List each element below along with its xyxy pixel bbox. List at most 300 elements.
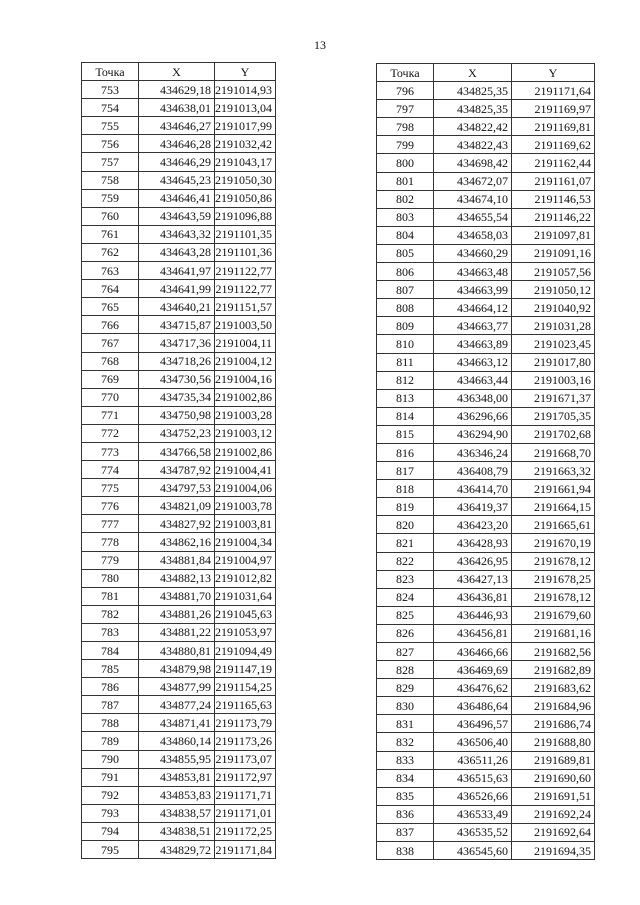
cell-point: 778	[82, 533, 139, 551]
cell-point: 792	[82, 786, 139, 804]
table-row	[377, 606, 595, 624]
cell-y: 2191097,81	[512, 226, 595, 244]
table-row	[82, 298, 276, 316]
cell-point: 826	[377, 624, 434, 642]
cell-point: 825	[377, 606, 434, 624]
cell-y: 2191172,25	[215, 822, 276, 840]
table-row	[82, 316, 276, 334]
cell-y: 2191004,16	[215, 370, 276, 388]
cell-point: 753	[82, 81, 139, 99]
cell-point: 783	[82, 623, 139, 641]
table-row	[377, 624, 595, 642]
cell-y: 2191151,57	[215, 298, 276, 316]
cell-point: 763	[82, 262, 139, 280]
table-row	[377, 208, 595, 226]
cell-y: 2191173,07	[215, 750, 276, 768]
cell-y: 2191169,81	[512, 118, 595, 136]
table-row	[377, 787, 595, 805]
cell-x: 436436,81	[434, 588, 512, 606]
cell-x: 434663,12	[434, 353, 512, 371]
cell-y: 2191122,77	[215, 280, 276, 298]
table-row	[82, 841, 276, 859]
table-row	[82, 533, 276, 551]
cell-point: 761	[82, 225, 139, 243]
coordinates-table-left	[81, 62, 276, 859]
table-row	[377, 588, 595, 606]
coordinates-table-right	[376, 63, 595, 860]
table-row	[82, 117, 276, 135]
cell-x: 434787,92	[139, 461, 215, 479]
cell-y: 2191670,19	[512, 534, 595, 552]
table-row	[82, 696, 276, 714]
cell-y: 2191694,35	[512, 842, 595, 860]
table-row	[82, 424, 276, 442]
cell-x: 434860,14	[139, 732, 215, 750]
cell-point: 789	[82, 732, 139, 750]
cell-y: 2191705,35	[512, 407, 595, 425]
cell-point: 777	[82, 515, 139, 533]
cell-y: 2191050,12	[512, 281, 595, 299]
cell-point: 767	[82, 334, 139, 352]
cell-y: 2191682,56	[512, 643, 595, 661]
cell-x: 434735,34	[139, 388, 215, 406]
cell-x: 434718,26	[139, 352, 215, 370]
cell-x: 434715,87	[139, 316, 215, 334]
table-row	[377, 552, 595, 570]
cell-point: 811	[377, 353, 434, 371]
cell-point: 776	[82, 497, 139, 515]
cell-y: 2191690,60	[512, 769, 595, 787]
table-body-left	[82, 81, 276, 859]
cell-point: 806	[377, 263, 434, 281]
cell-point: 837	[377, 823, 434, 841]
cell-y: 2191161,07	[512, 172, 595, 190]
cell-x: 434822,43	[434, 136, 512, 154]
cell-x: 436428,93	[434, 534, 512, 552]
cell-point: 822	[377, 552, 434, 570]
cell-x: 434663,99	[434, 281, 512, 299]
cell-y: 2191031,28	[512, 317, 595, 335]
table-row	[82, 623, 276, 641]
table-row	[82, 587, 276, 605]
cell-x: 434663,48	[434, 263, 512, 281]
cell-point: 835	[377, 787, 434, 805]
cell-x: 434829,72	[139, 841, 215, 859]
cell-point: 771	[82, 406, 139, 424]
cell-x: 436515,63	[434, 769, 512, 787]
table-row	[82, 714, 276, 732]
cell-y: 2191091,16	[512, 244, 595, 262]
cell-x: 434838,51	[139, 822, 215, 840]
table-row	[377, 244, 595, 262]
cell-point: 830	[377, 697, 434, 715]
cell-y: 2191004,97	[215, 551, 276, 569]
cell-x: 434664,12	[434, 299, 512, 317]
cell-x: 436423,20	[434, 516, 512, 534]
cell-x: 434881,26	[139, 605, 215, 623]
cell-y: 2191031,64	[215, 587, 276, 605]
cell-x: 436408,79	[434, 462, 512, 480]
cell-y: 2191032,42	[215, 135, 276, 153]
cell-x: 434698,42	[434, 154, 512, 172]
cell-point: 831	[377, 715, 434, 733]
cell-x: 434663,44	[434, 371, 512, 389]
table-row	[82, 99, 276, 117]
cell-x: 436456,81	[434, 624, 512, 642]
cell-point: 775	[82, 479, 139, 497]
table-row	[377, 661, 595, 679]
table-row	[377, 281, 595, 299]
cell-x: 436526,66	[434, 787, 512, 805]
cell-y: 2191678,12	[512, 552, 595, 570]
table-header-row	[377, 64, 595, 82]
cell-x: 434674,10	[434, 190, 512, 208]
cell-y: 2191684,96	[512, 697, 595, 715]
table-row	[377, 136, 595, 154]
cell-point: 793	[82, 804, 139, 822]
cell-y: 2191101,36	[215, 243, 276, 261]
cell-x: 434882,13	[139, 569, 215, 587]
column-header-x: X	[139, 63, 215, 81]
table-row	[82, 153, 276, 171]
table-row	[82, 352, 276, 370]
cell-x: 434879,98	[139, 660, 215, 678]
cell-point: 790	[82, 750, 139, 768]
table-row	[82, 750, 276, 768]
cell-x: 434881,22	[139, 623, 215, 641]
table-row	[82, 768, 276, 786]
table-row	[82, 334, 276, 352]
cell-y: 2191661,94	[512, 480, 595, 498]
table-row	[82, 551, 276, 569]
cell-y: 2191668,70	[512, 443, 595, 461]
cell-point: 773	[82, 442, 139, 460]
table-row	[82, 515, 276, 533]
cell-y: 2191004,11	[215, 334, 276, 352]
cell-y: 2191671,37	[512, 389, 595, 407]
table-row	[377, 226, 595, 244]
cell-x: 434821,09	[139, 497, 215, 515]
table-row	[82, 822, 276, 840]
table-row	[377, 154, 595, 172]
table-row	[82, 497, 276, 515]
cell-point: 780	[82, 569, 139, 587]
cell-point: 784	[82, 642, 139, 660]
cell-point: 829	[377, 679, 434, 697]
cell-y: 2191122,77	[215, 262, 276, 280]
table-row	[377, 353, 595, 371]
cell-x: 434881,70	[139, 587, 215, 605]
cell-point: 769	[82, 370, 139, 388]
table-row	[377, 480, 595, 498]
cell-x: 436419,37	[434, 498, 512, 516]
table-row	[377, 534, 595, 552]
cell-y: 2191017,80	[512, 353, 595, 371]
cell-y: 2191057,56	[512, 263, 595, 281]
cell-x: 434797,53	[139, 479, 215, 497]
cell-x: 434881,84	[139, 551, 215, 569]
table-row	[377, 643, 595, 661]
cell-point: 770	[82, 388, 139, 406]
table-row	[377, 823, 595, 841]
table-row	[82, 605, 276, 623]
cell-y: 2191664,15	[512, 498, 595, 516]
cell-y: 2191003,78	[215, 497, 276, 515]
table-row	[82, 262, 276, 280]
table-row	[377, 733, 595, 751]
cell-y: 2191682,89	[512, 661, 595, 679]
cell-x: 434646,28	[139, 135, 215, 153]
table-row	[82, 207, 276, 225]
cell-point: 804	[377, 226, 434, 244]
table-row	[377, 715, 595, 733]
cell-y: 2191004,34	[215, 533, 276, 551]
cell-y: 2191162,44	[512, 154, 595, 172]
cell-y: 2191053,97	[215, 623, 276, 641]
cell-y: 2191173,26	[215, 732, 276, 750]
cell-y: 2191045,63	[215, 605, 276, 623]
table-row	[377, 100, 595, 118]
cell-x: 436296,66	[434, 407, 512, 425]
table-row	[377, 389, 595, 407]
table-row	[82, 569, 276, 587]
table-row	[377, 335, 595, 353]
table-row	[377, 570, 595, 588]
table-row	[377, 805, 595, 823]
cell-y: 2191012,82	[215, 569, 276, 587]
cell-point: 838	[377, 842, 434, 860]
cell-point: 810	[377, 335, 434, 353]
cell-y: 2191171,64	[512, 82, 595, 100]
table-row	[82, 243, 276, 261]
cell-x: 434717,36	[139, 334, 215, 352]
cell-y: 2191702,68	[512, 425, 595, 443]
cell-y: 2191692,64	[512, 823, 595, 841]
cell-point: 815	[377, 425, 434, 443]
cell-y: 2191171,71	[215, 786, 276, 804]
cell-x: 434730,56	[139, 370, 215, 388]
table-row	[82, 135, 276, 153]
cell-point: 812	[377, 371, 434, 389]
cell-y: 2191004,12	[215, 352, 276, 370]
page-number: 13	[314, 38, 326, 52]
cell-point: 757	[82, 153, 139, 171]
table-row	[377, 842, 595, 860]
cell-y: 2191688,80	[512, 733, 595, 751]
cell-point: 824	[377, 588, 434, 606]
table-row	[82, 406, 276, 424]
cell-point: 786	[82, 678, 139, 696]
cell-point: 755	[82, 117, 139, 135]
cell-x: 436466,66	[434, 643, 512, 661]
cell-y: 2191686,74	[512, 715, 595, 733]
table-row	[82, 189, 276, 207]
cell-y: 2191003,16	[512, 371, 595, 389]
table-row	[377, 190, 595, 208]
cell-point: 788	[82, 714, 139, 732]
cell-x: 434825,35	[434, 82, 512, 100]
table-row	[82, 660, 276, 678]
cell-y: 2191146,53	[512, 190, 595, 208]
cell-y: 2191679,60	[512, 606, 595, 624]
table-row	[377, 172, 595, 190]
table-row	[82, 804, 276, 822]
cell-x: 434645,23	[139, 171, 215, 189]
cell-point: 765	[82, 298, 139, 316]
cell-point: 801	[377, 172, 434, 190]
cell-y: 2191169,97	[512, 100, 595, 118]
cell-x: 434646,41	[139, 189, 215, 207]
cell-x: 434853,81	[139, 768, 215, 786]
cell-x: 434880,81	[139, 642, 215, 660]
cell-point: 797	[377, 100, 434, 118]
cell-y: 2191043,17	[215, 153, 276, 171]
cell-x: 434838,57	[139, 804, 215, 822]
column-header-y: Y	[215, 63, 276, 81]
table-row	[377, 751, 595, 769]
cell-x: 434629,18	[139, 81, 215, 99]
cell-x: 436506,40	[434, 733, 512, 751]
cell-point: 760	[82, 207, 139, 225]
cell-y: 2191040,92	[512, 299, 595, 317]
cell-y: 2191692,24	[512, 805, 595, 823]
table-row	[82, 461, 276, 479]
cell-y: 2191165,63	[215, 696, 276, 714]
cell-point: 768	[82, 352, 139, 370]
cell-point: 796	[377, 82, 434, 100]
cell-y: 2191003,50	[215, 316, 276, 334]
cell-x: 434853,83	[139, 786, 215, 804]
cell-point: 814	[377, 407, 434, 425]
cell-x: 436446,93	[434, 606, 512, 624]
cell-y: 2191002,86	[215, 442, 276, 460]
cell-point: 828	[377, 661, 434, 679]
cell-y: 2191683,62	[512, 679, 595, 697]
cell-x: 434658,03	[434, 226, 512, 244]
cell-x: 434752,23	[139, 424, 215, 442]
cell-y: 2191173,79	[215, 714, 276, 732]
cell-point: 762	[82, 243, 139, 261]
cell-x: 434663,89	[434, 335, 512, 353]
cell-x: 434641,97	[139, 262, 215, 280]
table-row	[377, 82, 595, 100]
cell-x: 434877,24	[139, 696, 215, 714]
cell-point: 820	[377, 516, 434, 534]
column-header-point: Точка	[82, 63, 139, 81]
table-row	[377, 371, 595, 389]
cell-y: 2191094,49	[215, 642, 276, 660]
cell-y: 2191681,16	[512, 624, 595, 642]
cell-x: 436294,90	[434, 425, 512, 443]
table-row	[377, 516, 595, 534]
cell-x: 434646,29	[139, 153, 215, 171]
cell-x: 434825,35	[434, 100, 512, 118]
cell-point: 818	[377, 480, 434, 498]
table-row	[82, 732, 276, 750]
cell-x: 434646,27	[139, 117, 215, 135]
table-row	[82, 642, 276, 660]
cell-y: 2191169,62	[512, 136, 595, 154]
cell-y: 2191691,51	[512, 787, 595, 805]
cell-point: 795	[82, 841, 139, 859]
cell-point: 772	[82, 424, 139, 442]
cell-point: 785	[82, 660, 139, 678]
cell-x: 434663,77	[434, 317, 512, 335]
table-row	[82, 171, 276, 189]
cell-point: 823	[377, 570, 434, 588]
cell-point: 781	[82, 587, 139, 605]
cell-point: 754	[82, 99, 139, 117]
cell-point: 756	[82, 135, 139, 153]
table-row	[82, 225, 276, 243]
cell-y: 2191101,35	[215, 225, 276, 243]
cell-x: 436346,24	[434, 443, 512, 461]
cell-point: 759	[82, 189, 139, 207]
cell-point: 802	[377, 190, 434, 208]
cell-y: 2191050,86	[215, 189, 276, 207]
column-header-point: Точка	[377, 64, 434, 82]
cell-x: 434672,07	[434, 172, 512, 190]
cell-x: 436511,26	[434, 751, 512, 769]
cell-point: 832	[377, 733, 434, 751]
column-header-x: X	[434, 64, 512, 82]
cell-y: 2191096,88	[215, 207, 276, 225]
cell-x: 436348,00	[434, 389, 512, 407]
cell-y: 2191050,30	[215, 171, 276, 189]
table-row	[377, 317, 595, 335]
cell-point: 794	[82, 822, 139, 840]
cell-y: 2191678,25	[512, 570, 595, 588]
cell-y: 2191147,19	[215, 660, 276, 678]
cell-x: 434640,21	[139, 298, 215, 316]
cell-y: 2191172,97	[215, 768, 276, 786]
cell-x: 434643,28	[139, 243, 215, 261]
cell-x: 436426,95	[434, 552, 512, 570]
cell-y: 2191678,12	[512, 588, 595, 606]
cell-y: 2191014,93	[215, 81, 276, 99]
cell-point: 819	[377, 498, 434, 516]
cell-point: 764	[82, 280, 139, 298]
cell-point: 774	[82, 461, 139, 479]
cell-point: 787	[82, 696, 139, 714]
cell-point: 799	[377, 136, 434, 154]
table-header-row	[82, 63, 276, 81]
cell-y: 2191146,22	[512, 208, 595, 226]
cell-point: 766	[82, 316, 139, 334]
cell-point: 833	[377, 751, 434, 769]
table-row	[377, 443, 595, 461]
cell-y: 2191004,41	[215, 461, 276, 479]
table-row	[377, 263, 595, 281]
cell-x: 436427,13	[434, 570, 512, 588]
table-row	[377, 498, 595, 516]
cell-x: 436533,49	[434, 805, 512, 823]
table-row	[377, 425, 595, 443]
cell-y: 2191003,28	[215, 406, 276, 424]
cell-x: 434660,29	[434, 244, 512, 262]
cell-y: 2191004,06	[215, 479, 276, 497]
table-row	[82, 786, 276, 804]
table-row	[82, 280, 276, 298]
cell-point: 805	[377, 244, 434, 262]
cell-y: 2191154,25	[215, 678, 276, 696]
cell-x: 436496,57	[434, 715, 512, 733]
table-row	[82, 678, 276, 696]
cell-x: 434638,01	[139, 99, 215, 117]
cell-point: 800	[377, 154, 434, 172]
cell-x: 434827,92	[139, 515, 215, 533]
cell-point: 816	[377, 443, 434, 461]
